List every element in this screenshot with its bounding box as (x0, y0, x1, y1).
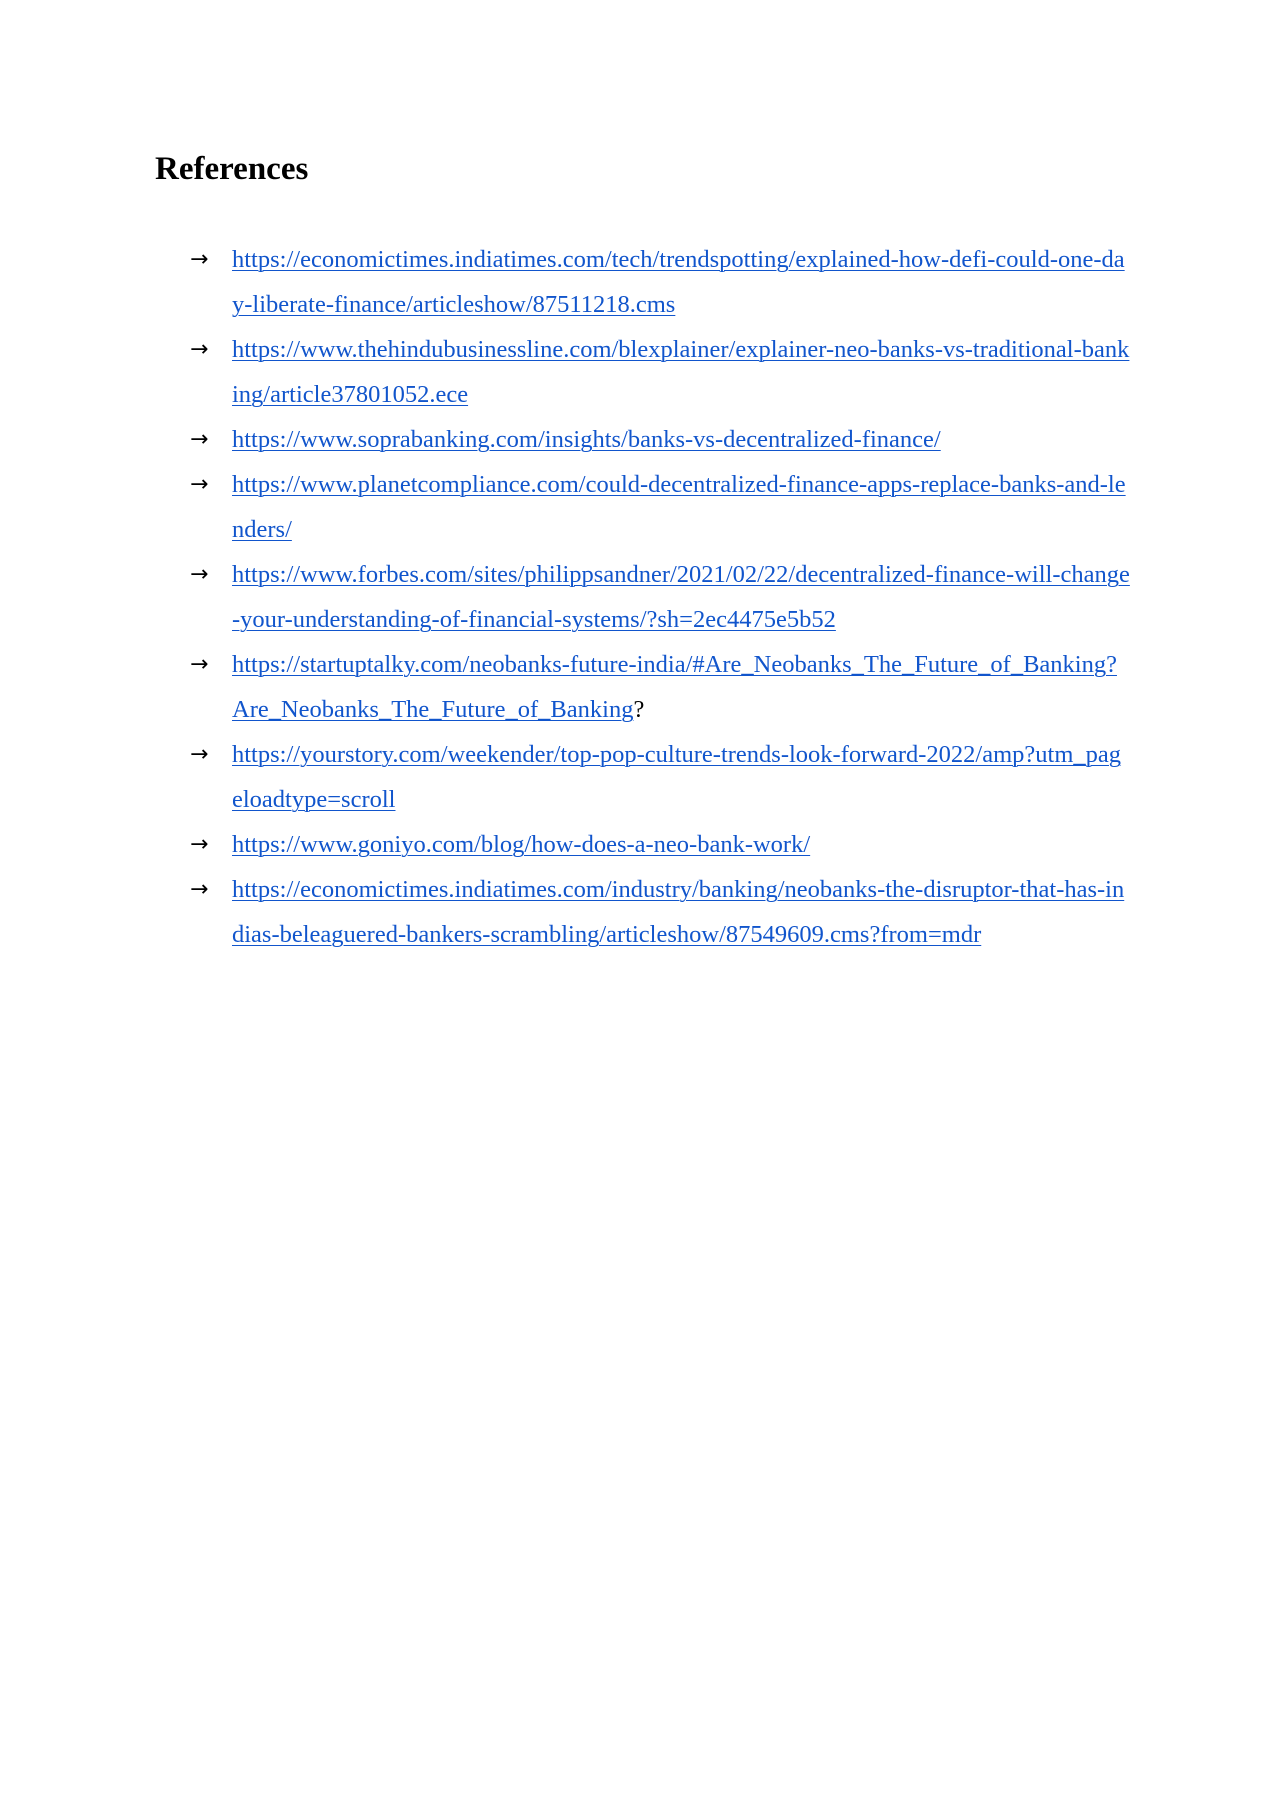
reference-item-5 (190, 552, 1130, 642)
arrow-right-icon: → (190, 832, 209, 857)
reference-link-9[interactable]: https://economictimes.indiatimes.com/industry/banking/neobanks-the-disruptor-that-has-indias-beleaguered-bankers-scrambling/articleshow/87549609.cms?from=mdr (232, 876, 1125, 948)
reference-link-6[interactable]: https://startuptalky.com/neobanks-future-india/#Are_Neobanks_The_Future_of_Banking?Are_Neobanks_The_Future_of_Banking (232, 651, 1117, 723)
arrow-right-icon: → (190, 742, 209, 767)
reference-link-4[interactable]: https://www.planetcompliance.com/could-decentralized-finance-apps-replace-banks-and-lenders/ (232, 471, 1126, 543)
reference-item-2 (190, 327, 1130, 417)
reference-item-1 (190, 237, 1130, 327)
arrow-right-icon: → (190, 562, 209, 587)
arrow-right-icon: → (190, 427, 209, 452)
arrow-right-icon: → (190, 472, 209, 497)
arrow-right-icon: → (190, 337, 209, 362)
reference-item-9 (190, 867, 1130, 957)
arrow-right-icon: → (190, 247, 209, 272)
reference-link-3[interactable]: https://www.soprabanking.com/insights/banks-vs-decentralized-finance/ (232, 426, 941, 453)
reference-link-7[interactable]: https://yourstory.com/weekender/top-pop-culture-trends-look-forward-2022/amp?utm_pageloadtype=scroll (232, 741, 1122, 813)
arrow-right-icon: → (190, 877, 209, 902)
reference-link-1[interactable]: https://economictimes.indiatimes.com/tech/trendspotting/explained-how-defi-could-one-day-liberate-finance/articleshow/87511218.cms (232, 246, 1125, 318)
reference-item-3 (190, 417, 1130, 462)
reference-link-5[interactable]: https://www.forbes.com/sites/philippsandner/2021/02/22/decentralized-finance-will-change-your-understanding-of-financial-systems/?sh=2ec4475e5b52 (232, 561, 1130, 633)
references-heading: References (155, 151, 309, 187)
reference-item-7 (190, 732, 1130, 822)
reference-item-8 (190, 822, 1130, 867)
reference-link-8[interactable]: https://www.goniyo.com/blog/how-does-a-neo-bank-work/ (232, 831, 811, 858)
arrow-right-icon: → (190, 652, 209, 677)
reference-item-4 (190, 462, 1130, 552)
reference-trailing-6: ? (633, 696, 645, 723)
reference-item-6 (190, 642, 1130, 732)
reference-list (190, 237, 1130, 957)
reference-link-2[interactable]: https://www.thehindubusinessline.com/blexplainer/explainer-neo-banks-vs-traditional-banking/article37801052.ece (232, 336, 1130, 408)
